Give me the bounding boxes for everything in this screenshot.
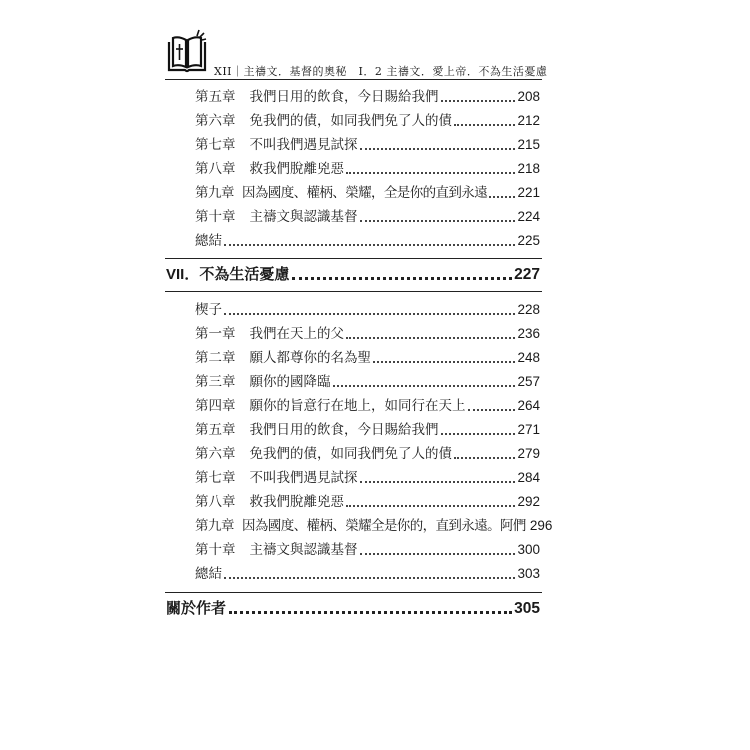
page-number: 248	[517, 350, 540, 365]
section-heading[interactable]	[166, 260, 540, 284]
dot-leader	[292, 277, 512, 280]
section-divider	[165, 258, 542, 259]
toc-entry[interactable]	[195, 560, 540, 582]
page-number: 257	[517, 374, 540, 389]
chapter-number: 第七章	[195, 137, 236, 153]
page-number: 300	[517, 542, 540, 557]
chapter-number: 第八章	[195, 161, 236, 177]
chapter-title: 不叫我們遇見試探	[249, 470, 358, 486]
chapter-number: 第三章	[195, 374, 236, 390]
page-number: 221	[517, 185, 540, 200]
toc-entry[interactable]	[195, 227, 540, 249]
page-number: 236	[517, 326, 540, 341]
dot-leader	[360, 220, 516, 222]
chapter-title: 免我們的債，如同我們免了人的債	[249, 446, 452, 462]
dot-leader	[373, 361, 515, 363]
toc-entry[interactable]	[195, 296, 540, 318]
section-divider	[165, 291, 542, 292]
chapter-number: 第十章	[195, 209, 236, 225]
toc-entry[interactable]	[195, 155, 540, 177]
dot-leader	[360, 481, 516, 483]
page-number: 271	[517, 422, 540, 437]
page-number: 228	[517, 302, 540, 317]
dot-leader	[346, 172, 515, 174]
page-number: 303	[517, 566, 540, 581]
toc-entry[interactable]	[195, 179, 540, 201]
page-number: 212	[517, 113, 540, 128]
chapter-number: 第九章	[195, 185, 234, 201]
toc-entry[interactable]	[195, 83, 540, 105]
chapter-title: 救我們脫離兇惡	[249, 161, 344, 177]
toc-entry[interactable]	[195, 512, 553, 534]
page-number: 296	[529, 518, 553, 533]
chapter-number: 第八章	[195, 494, 236, 510]
dot-leader	[468, 409, 516, 411]
chapter-title: 主禱文與認識基督	[249, 209, 358, 225]
page-number: 224	[517, 209, 540, 224]
section-divider	[165, 592, 542, 593]
chapter-title: 因為國度、權柄、榮耀，全是你的直到永遠	[242, 185, 488, 201]
page-number: 279	[517, 446, 540, 461]
page-number: 218	[517, 161, 540, 176]
page-number: 264	[517, 398, 540, 413]
dot-leader	[441, 100, 516, 102]
book-cross-icon	[165, 28, 209, 74]
chapter-number: 第二章	[195, 350, 236, 366]
section-heading[interactable]	[166, 594, 540, 618]
chapter-title: 楔子	[195, 302, 222, 318]
page-number: 284	[517, 470, 540, 485]
chapter-title: 願你的旨意行在地上，如同行在天上	[249, 398, 466, 414]
toc-entry[interactable]	[195, 131, 540, 153]
dot-leader	[360, 148, 516, 150]
page-number: 225	[517, 233, 540, 248]
page-number: 305	[514, 600, 540, 617]
dot-leader	[229, 611, 512, 614]
chapter-number: 第十章	[195, 542, 236, 558]
chapter-title: 救我們脫離兇惡	[249, 494, 344, 510]
chapter-number: 第一章	[195, 326, 236, 342]
toc-entry[interactable]	[195, 416, 540, 438]
toc-entry[interactable]	[195, 488, 540, 510]
chapter-title: 免我們的債，如同我們免了人的債	[249, 113, 452, 129]
toc-entry[interactable]	[195, 392, 540, 414]
dot-leader	[333, 385, 516, 387]
page-number: 208	[517, 89, 540, 104]
chapter-title: 因為國度、權柄、榮耀全是你的，直到永遠。阿們	[242, 518, 526, 534]
dot-leader	[360, 553, 516, 555]
toc-entry[interactable]	[195, 107, 540, 129]
header-rule	[165, 79, 542, 80]
toc-entry[interactable]	[195, 440, 540, 462]
running-header: XII｜主禱文．基督的奧秘 I．2 主禱文．愛上帝．不為生活憂慮	[214, 65, 548, 78]
chapter-title: 總結	[195, 233, 222, 249]
chapter-number: 第七章	[195, 470, 236, 486]
page-number: 292	[517, 494, 540, 509]
toc-entry[interactable]	[195, 536, 540, 558]
chapter-title: 我們在天上的父	[249, 326, 344, 342]
dot-leader	[489, 196, 515, 198]
dot-leader	[346, 505, 515, 507]
dot-leader	[454, 457, 515, 459]
chapter-title: 願你的國降臨	[249, 374, 331, 390]
dot-leader	[346, 337, 515, 339]
toc-entry[interactable]	[195, 203, 540, 225]
dot-leader	[224, 244, 515, 246]
chapter-title: 不叫我們遇見試探	[249, 137, 358, 153]
chapter-title: 我們日用的飲食，今日賜給我們	[249, 89, 439, 105]
dot-leader	[441, 433, 516, 435]
chapter-title: 願人都尊你的名為聖	[249, 350, 371, 366]
section-title: 關於作者	[166, 600, 227, 617]
toc-entry[interactable]	[195, 320, 540, 342]
chapter-number: 第四章	[195, 398, 236, 414]
chapter-number: 第五章	[195, 89, 236, 105]
chapter-number: 第六章	[195, 446, 236, 462]
section-title: VII．不為生活憂慮	[166, 266, 290, 283]
dot-leader	[224, 313, 515, 315]
dot-leader	[224, 577, 515, 579]
chapter-number: 第九章	[195, 518, 234, 534]
chapter-title: 主禱文與認識基督	[249, 542, 358, 558]
chapter-number: 第六章	[195, 113, 236, 129]
toc-entry[interactable]	[195, 344, 540, 366]
chapter-title: 我們日用的飲食，今日賜給我們	[249, 422, 439, 438]
toc-entry[interactable]	[195, 368, 540, 390]
page-number: 227	[514, 266, 540, 283]
page-number: 215	[517, 137, 540, 152]
dot-leader	[454, 124, 515, 126]
toc-entry[interactable]	[195, 464, 540, 486]
chapter-number: 第五章	[195, 422, 236, 438]
chapter-title: 總結	[195, 566, 222, 582]
